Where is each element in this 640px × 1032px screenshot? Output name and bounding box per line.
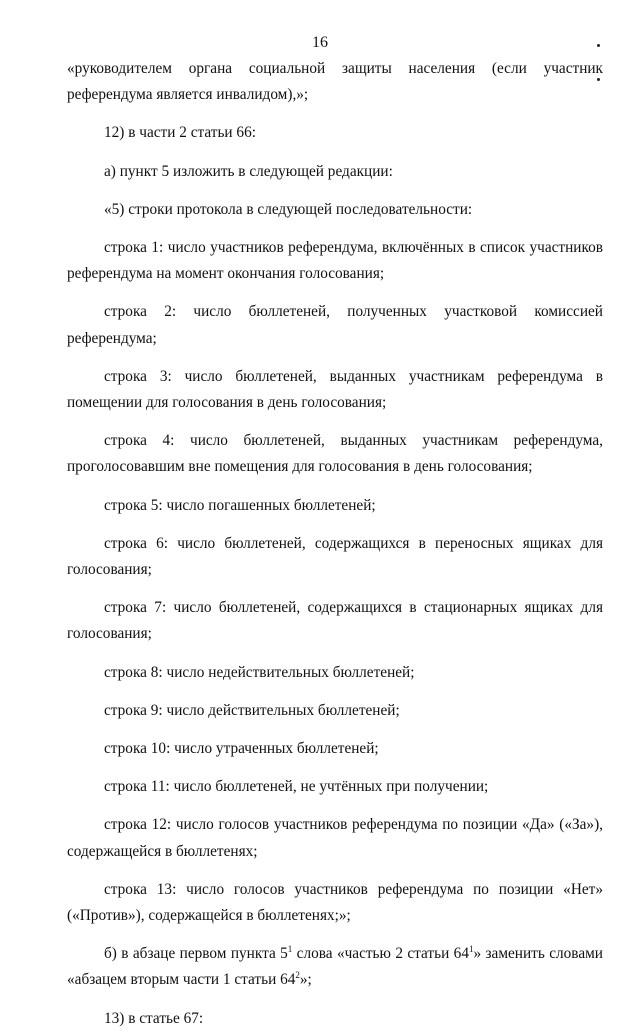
superscript: 1 [468, 944, 474, 955]
document-body [67, 56, 603, 1032]
paragraph-line-6: строка 6: число бюллетеней, содержащихся в переносных ящиках для голосования; [67, 534, 603, 579]
subitem-b-text-2: слова «частью 2 статьи 64 [292, 945, 469, 963]
subitem-b-text-4: »; [299, 971, 312, 989]
paragraph-line-11: строка 11: число бюллетеней, не учтённых при получении; [104, 778, 489, 796]
superscript: 1 [287, 944, 293, 955]
paragraph-line-13: строка 13: число голосов участников референдума по позиции «Нет» («Против»), содержащейся в бюллетенях;»; [67, 880, 603, 925]
page-number: 16 [312, 34, 328, 51]
paragraph-line-3: строка 3: число бюллетеней, выданных участникам референдума в помещении для голосования в день голосования; [67, 367, 603, 412]
paragraph-quote-5: «5) строки протокола в следующей последовательности: [104, 200, 473, 218]
paragraph-line-1: строка 1: число участников референдума, включённых в список участников референдума на момент окончания голосования; [67, 239, 603, 283]
paragraph-line-9: строка 9: число действительных бюллетеней; [104, 701, 400, 719]
paragraph-continuation: «руководителем органа социальной защиты населения (если участник референдума является инвалидом),»; [67, 60, 603, 104]
paragraph-line-8: строка 8: число недействительных бюллетеней; [104, 663, 415, 681]
paragraph-item-13: 13) в статье 67: [104, 1009, 204, 1027]
paragraph-line-7: строка 7: число бюллетеней, содержащихся в стационарных ящиках для голосования; [67, 599, 603, 643]
paragraph-item-12: 12) в части 2 статьи 66: [104, 124, 256, 142]
subitem-b-text-1: б) в абзаце первом пункта 5 [104, 945, 288, 963]
paragraph-subitem-a: а) пункт 5 изложить в следующей редакции: [104, 162, 393, 180]
paragraph-line-4: строка 4: число бюллетеней, выданных участникам референдума, проголосовавшим вне помещения для голосования в день голосования; [67, 432, 603, 476]
scan-speck [597, 44, 600, 47]
paragraph-line-2: строка 2: число бюллетеней, полученных участковой комиссией референдума; [67, 303, 603, 347]
paragraph-line-5: строка 5: число погашенных бюллетеней; [104, 496, 376, 514]
paragraph-subitem-b [67, 941, 603, 993]
superscript: 2 [295, 970, 300, 981]
subitem-b-text-3: » заменить словами «абзацем вторым части 1 статьи 64 [67, 945, 603, 989]
paragraph-line-12: строка 12: число голосов участников референдума по позиции «Да» («За»), содержащейся в бюллетенях; [67, 816, 603, 860]
paragraph-line-10: строка 10: число утраченных бюллетеней; [104, 740, 379, 758]
